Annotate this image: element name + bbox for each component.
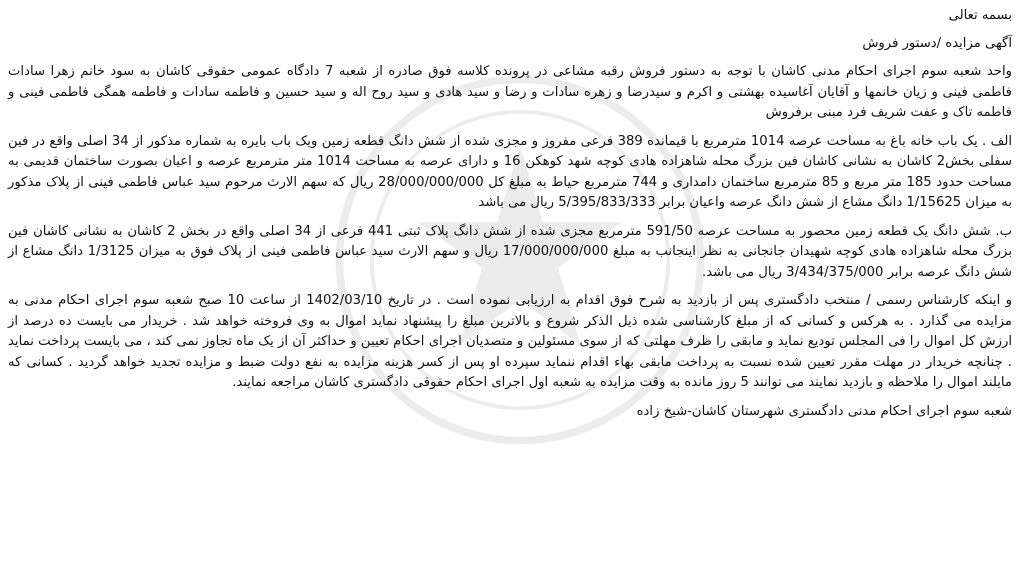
item-a-paragraph — [8, 132, 1012, 214]
auction-notice — [8, 6, 1012, 430]
item-a-text: الف . یک باب خانه باغ به مساحت عرصه 1014 مترمربع با قیمانده 389 فرعی مفروز و مجزی شده از شش دانگ قطعه زمین ویک باب بایره به شماره مذکور از 34 اصلی واقع در فین سفلی بخش2 کاشان به نشانی کاشان فین بزرگ محله شاهزاده هادی کوچه شهد کوهکن 16 و دارای عرصه به مساحت 1014 متر مترمربع عرصه و اعیان بصورت ساختمان قدیمی به مساحت حدود 185 متر مربع و 85 مترمربع ساختمان دامداری و 744 مترمربع حیاط به مبلغ کل 28/000/000/000 ریال که سهم الارث مرحوم سید عباس فاطمی فینی از پلاک مذکور به میزان 1/15625 دانگ مشاع از شش دانگ عرصه واعیان برابر 5/395/833/333 ریال می باشد — [8, 133, 1013, 210]
intro-paragraph — [8, 62, 1012, 124]
notice-subheading: آگهی مزایده /دستور فروش — [862, 35, 1012, 51]
notice-heading: بسمه تعالی — [948, 8, 1012, 23]
body-paragraph — [8, 291, 1012, 394]
signature-text: شعبه سوم اجرای احکام مدنی دادگستری شهرستان کاشان-شیخ زاده — [636, 403, 1012, 419]
signature-paragraph — [8, 402, 1012, 423]
body-text: و اینکه کارشناس رسمی / منتخب دادگستری پس از بازدید به شرح فوق اقدام به ارزیابی نموده است . در تاریخ 1402/03/10 از ساعت 10 صبح شعبه سوم اجرای احکام مدنی به مزایده می گذارد . به هرکس و کسانی که از مبلغ کارشناسی شده ذیل الذکر شروع و بالاترین مبلغ را پیشنهاد نماید اموال به وی فروخته خواهد شد . خریدار می بایست ده درصد از ارزش کل اموال را فی المجلس تودیع نماید و مابقی را ظرف مهلتی که از سوی مسئولین و متصدیان اجرای احکام تعیین و حداکثر آن از یک ماه تجاوز نمی کند ، می بایست پرداخت نماید . چنانچه خریدار در مهلت مقرر تعیین شده نسبت به پرداخت مابقی بهاء اقدام ننماید سپرده او پس از کسر هزینه مزایده به نفع دولت ضبط و مزایده تجدید خواهد گردید . کسانی که مایلند اموال را ملاحظه و بازدید نمایند می توانند 5 روز مانده به وقت مزایده به شعبه اول اجرای احکام حقوقی دادگستری کاشان مراجعه نمایند. — [8, 293, 1012, 390]
item-b-text: ب. شش دانگ یک قطعه زمین محصور به مساحت عرصه 591/50 مترمربع مجزی شده از شش دانگ پلاک ثبتی 441 فرعی از 34 اصلی واقع در بخش 2 کاشان به نشانی کاشان فین بزرگ محله شاهزاده هادی کوچه شهیدان جانجانی به نظر اینجانب به مبلغ 17/000/000/000 ریال و سهم الارث سید عباس فاطمی فینی از پلاک فوق به میزان 1/3125 دانگ مشاع از شش دانگ عرصه برابر 3/434/375/000 ریال می باشد. — [8, 223, 1012, 280]
item-b-paragraph — [8, 222, 1012, 284]
intro-text: واحد شعبه سوم اجرای احکام مدنی کاشان با توجه به دستور فروش رقبه مشاعی در پرونده کلاسه فوق صادره از شعبه 7 دادگاه عمومی حقوقی کاشان به سود خانم زهرا سادات فاطمی فینی و زیان خانمها و آقایان آغاسیده بهشتی و اکرم و سیدرضا و زهره سادات و رضا و سید هادی و سید روح اله و سید حسین و فاطمه سادات و فاطمه همگی فاطمی فینی و فاطمه تاک و عفت شریف فرد مبنی برفروش — [8, 64, 1012, 120]
